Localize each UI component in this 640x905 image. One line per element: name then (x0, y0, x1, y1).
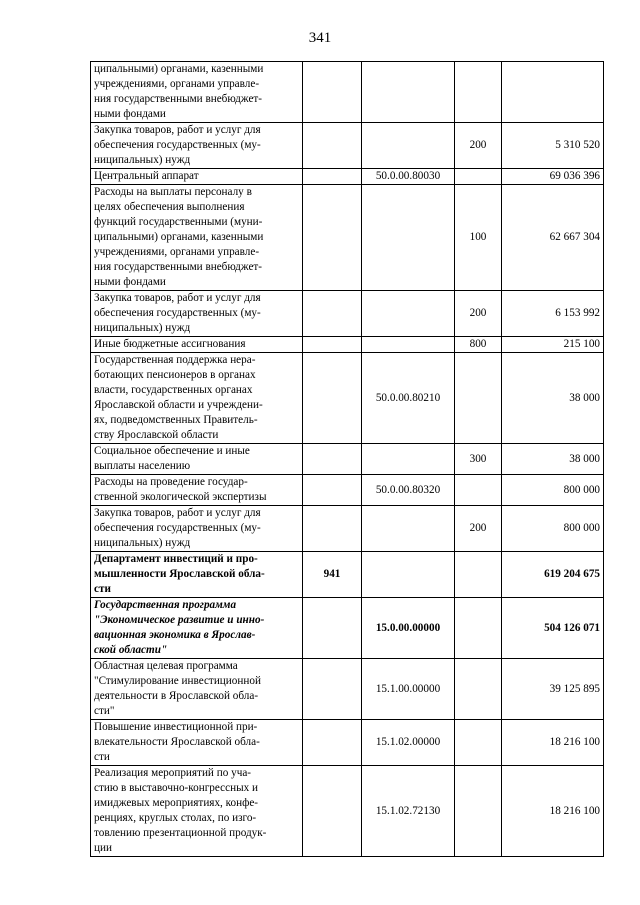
row-name-cell: Расходы на выплаты персоналу в целях обеспечения выполнения функций государственными (муни- ципальными) органами, казенными учреждениями, органами управле- ния государственными внебюджет- ными фондами (91, 185, 303, 291)
expense-type-cell (455, 598, 502, 659)
target-article-cell: 15.0.00.00000 (362, 598, 455, 659)
department-code-cell (303, 766, 362, 857)
target-article-cell: 50.0.00.80320 (362, 475, 455, 506)
table-row (91, 659, 604, 720)
row-name-cell: Областная целевая программа "Стимулирование инвестиционной деятельности в Ярославской обла- сти" (91, 659, 303, 720)
table-row (91, 766, 604, 857)
target-article-cell (362, 291, 455, 337)
table-row (91, 123, 604, 169)
table-row (91, 475, 604, 506)
expense-type-cell (455, 766, 502, 857)
expense-type-cell: 800 (455, 337, 502, 353)
row-name-cell: Закупка товаров, работ и услуг для обеспечения государственных (му- ниципальных) нужд (91, 123, 303, 169)
target-article-cell (362, 123, 455, 169)
target-article-cell: 50.0.00.80030 (362, 169, 455, 185)
department-code-cell (303, 598, 362, 659)
department-code-cell (303, 337, 362, 353)
amount-cell (502, 62, 604, 123)
table-row (91, 62, 604, 123)
expense-type-cell (455, 169, 502, 185)
expense-type-cell (455, 62, 502, 123)
department-code-cell (303, 444, 362, 475)
row-name-cell: Иные бюджетные ассигнования (91, 337, 303, 353)
table-row (91, 169, 604, 185)
row-name-cell: Реализация мероприятий по уча- стию в выставочно-конгрессных и имиджевых мероприятиях, конфе- ренциях, круглых столах, по изго- товлению презентационной продук- ции (91, 766, 303, 857)
amount-cell: 38 000 (502, 353, 604, 444)
target-article-cell (362, 552, 455, 598)
row-name-cell: Повышение инвестиционной при- влекательности Ярославской обла- сти (91, 720, 303, 766)
row-name-cell: Центральный аппарат (91, 169, 303, 185)
department-code-cell (303, 659, 362, 720)
department-code-cell (303, 123, 362, 169)
department-code-cell (303, 62, 362, 123)
department-code-cell (303, 185, 362, 291)
table-row (91, 291, 604, 337)
amount-cell: 800 000 (502, 475, 604, 506)
table-row (91, 598, 604, 659)
expense-type-cell (455, 475, 502, 506)
table-row (91, 185, 604, 291)
amount-cell: 62 667 304 (502, 185, 604, 291)
row-name-cell: Расходы на проведение государ- ственной экологической экспертизы (91, 475, 303, 506)
department-code-cell (303, 291, 362, 337)
row-name-cell: Департамент инвестиций и про- мышленности Ярославской обла- сти (91, 552, 303, 598)
budget-table-body (91, 62, 604, 857)
amount-cell: 18 216 100 (502, 720, 604, 766)
department-code-cell (303, 475, 362, 506)
department-code-cell (303, 169, 362, 185)
expense-type-cell (455, 659, 502, 720)
amount-cell: 800 000 (502, 506, 604, 552)
table-row (91, 353, 604, 444)
amount-cell: 39 125 895 (502, 659, 604, 720)
expense-type-cell (455, 720, 502, 766)
expense-type-cell (455, 353, 502, 444)
row-name-cell: Закупка товаров, работ и услуг для обеспечения государственных (му- ниципальных) нужд (91, 291, 303, 337)
expense-type-cell: 100 (455, 185, 502, 291)
budget-table (90, 61, 604, 857)
row-name-cell: ципальными) органами, казенными учреждениями, органами управле- ния государственными внебюджет- ными фондами (91, 62, 303, 123)
table-row (91, 337, 604, 353)
amount-cell: 18 216 100 (502, 766, 604, 857)
expense-type-cell: 300 (455, 444, 502, 475)
target-article-cell: 15.1.00.00000 (362, 659, 455, 720)
table-row (91, 444, 604, 475)
department-code-cell (303, 506, 362, 552)
expense-type-cell: 200 (455, 506, 502, 552)
amount-cell: 619 204 675 (502, 552, 604, 598)
amount-cell: 504 126 071 (502, 598, 604, 659)
department-code-cell (303, 353, 362, 444)
target-article-cell (362, 337, 455, 353)
target-article-cell (362, 62, 455, 123)
row-name-cell: Государственная поддержка нера- ботающих пенсионеров в органах власти, государственных органах Ярославской области и учреждени- ях, подведомственных Правитель- ству Ярославской области (91, 353, 303, 444)
target-article-cell: 50.0.00.80210 (362, 353, 455, 444)
target-article-cell: 15.1.02.00000 (362, 720, 455, 766)
amount-cell: 6 153 992 (502, 291, 604, 337)
target-article-cell (362, 506, 455, 552)
amount-cell: 69 036 396 (502, 169, 604, 185)
table-row (91, 506, 604, 552)
row-name-cell: Государственная программа "Экономическое развитие и инно- вационная экономика в Ярослав- ской области" (91, 598, 303, 659)
department-code-cell (303, 720, 362, 766)
amount-cell: 38 000 (502, 444, 604, 475)
target-article-cell (362, 444, 455, 475)
page-number: 341 (308, 30, 332, 46)
row-name-cell: Закупка товаров, работ и услуг для обеспечения государственных (му- ниципальных) нужд (91, 506, 303, 552)
expense-type-cell: 200 (455, 123, 502, 169)
table-row (91, 720, 604, 766)
department-code-cell: 941 (303, 552, 362, 598)
target-article-cell (362, 185, 455, 291)
expense-type-cell (455, 552, 502, 598)
target-article-cell: 15.1.02.72130 (362, 766, 455, 857)
amount-cell: 5 310 520 (502, 123, 604, 169)
table-row (91, 552, 604, 598)
row-name-cell: Социальное обеспечение и иные выплаты населению (91, 444, 303, 475)
expense-type-cell: 200 (455, 291, 502, 337)
amount-cell: 215 100 (502, 337, 604, 353)
